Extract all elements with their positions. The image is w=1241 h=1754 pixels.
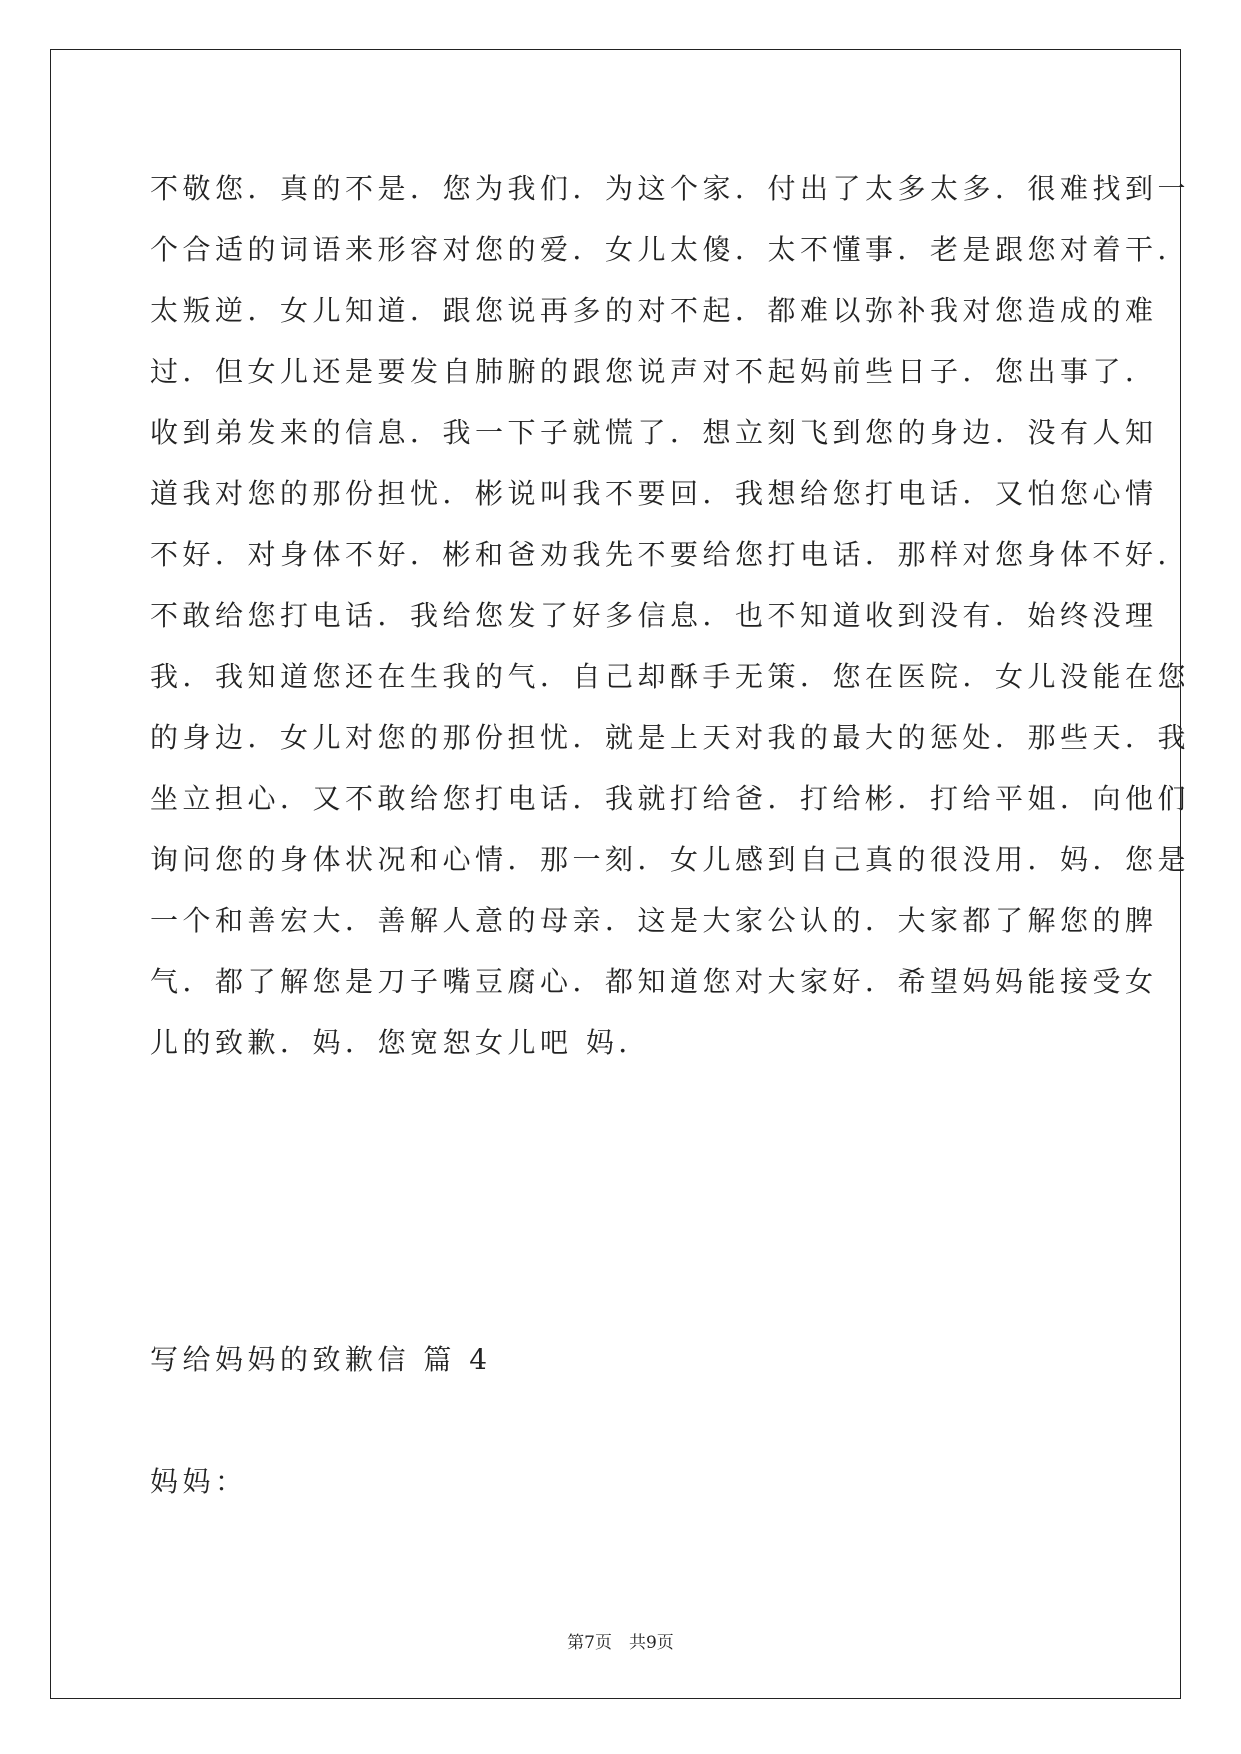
body-line: 太叛逆．女儿知道．跟您说再多的对不起．都难以弥补我对您造成的难 xyxy=(150,294,1158,327)
body-line: 不敬您．真的不是．您为我们．为这个家．付出了太多太多．很难找到一 xyxy=(150,172,1191,205)
salutation: 妈妈： xyxy=(150,1465,248,1498)
page-number: 第7页 共9页 xyxy=(567,1633,674,1653)
body-line: 个合适的词语来形容对您的爱．女儿太傻．太不懂事．老是跟您对着干． xyxy=(150,233,1191,266)
body-line: 不好．对身体不好．彬和爸劝我先不要给您打电话．那样对您身体不好． xyxy=(150,538,1191,571)
body-line: 不敢给您打电话．我给您发了好多信息．也不知道收到没有．始终没理 xyxy=(150,599,1158,632)
body-line: 坐立担心．又不敢给您打电话．我就打给爸．打给彬．打给平姐．向他们 xyxy=(150,782,1191,815)
body-line: 道我对您的那份担忧．彬说叫我不要回．我想给您打电话．又怕您心情 xyxy=(150,477,1158,510)
body-line: 我．我知道您还在生我的气．自己却酥手无策．您在医院．女儿没能在您 xyxy=(150,660,1191,693)
body-line: 一个和善宏大．善解人意的母亲．这是大家公认的．大家都了解您的脾 xyxy=(150,904,1158,937)
body-line: 询问您的身体状况和心情．那一刻．女儿感到自己真的很没用．妈．您是 xyxy=(150,843,1191,876)
section-title: 写给妈妈的致歉信 篇 4 xyxy=(150,1343,492,1376)
body-line: 气．都了解您是刀子嘴豆腐心．都知道您对大家好．希望妈妈能接受女 xyxy=(150,965,1158,998)
body-line: 收到弟发来的信息．我一下子就慌了．想立刻飞到您的身边．没有人知 xyxy=(150,416,1158,449)
letter-body xyxy=(150,158,1191,1073)
body-line: 过．但女儿还是要发自肺腑的跟您说声对不起妈前些日子．您出事了． xyxy=(150,355,1158,388)
body-line: 儿的致歉．妈．您宽恕女儿吧 妈． xyxy=(150,1026,651,1059)
body-line: 的身边．女儿对您的那份担忧．就是上天对我的最大的惩处．那些天．我 xyxy=(150,721,1191,754)
